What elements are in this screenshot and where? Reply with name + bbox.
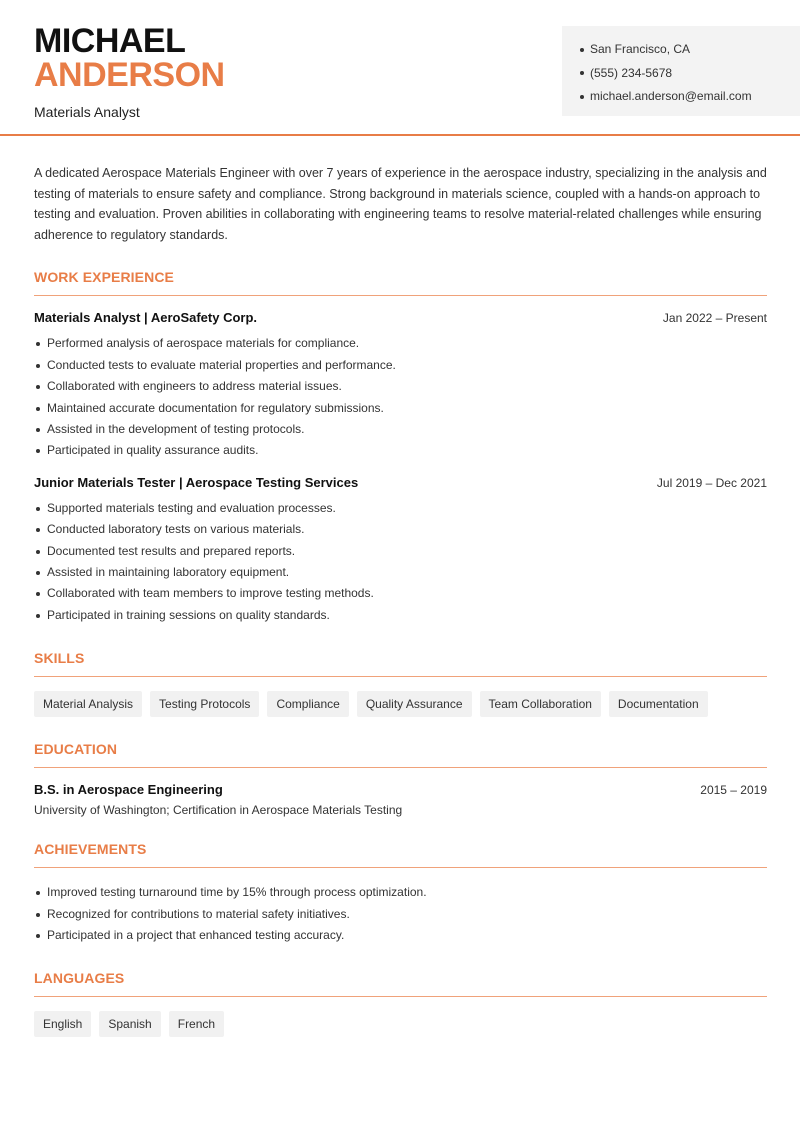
job-heading: Junior Materials Tester | Aerospace Testing Services <box>34 474 359 490</box>
list-item: Assisted in the development of testing protocols. <box>34 419 767 440</box>
list-item: Participated in quality assurance audits. <box>34 440 767 461</box>
job-heading: Materials Analyst | AeroSafety Corp. <box>34 310 258 326</box>
list-item: Participated in training sessions on quality standards. <box>34 605 767 626</box>
resume-header <box>0 0 800 136</box>
achievements-section <box>34 841 767 946</box>
education-section <box>34 741 767 817</box>
last-name: ANDERSON <box>34 56 225 94</box>
contact-phone <box>580 62 800 86</box>
bullet-icon <box>580 71 584 75</box>
education-years: 2015 – 2019 <box>700 783 767 798</box>
contact-location <box>580 38 800 62</box>
education-degree: B.S. in Aerospace Engineering <box>34 782 223 798</box>
language-chip: French <box>169 1011 224 1037</box>
list-item: Conducted laboratory tests on various materials. <box>34 519 767 540</box>
section-title-education: EDUCATION <box>34 741 767 768</box>
job-header <box>34 475 767 490</box>
section-title-languages: LANGUAGES <box>34 970 767 997</box>
bullet-icon <box>580 95 584 99</box>
list-item: Performed analysis of aerospace materials for compliance. <box>34 333 767 354</box>
name-block <box>34 24 225 120</box>
list-item: Improved testing turnaround time by 15% through process optimization. <box>34 882 767 903</box>
resume-content <box>34 163 767 1037</box>
list-item: Supported materials testing and evaluation processes. <box>34 498 767 519</box>
contact-location-text: San Francisco, CA <box>590 42 691 56</box>
language-chip: English <box>34 1011 91 1037</box>
education-details: University of Washington; Certification in Aerospace Materials Testing <box>34 803 403 818</box>
contact-email-text[interactable]: michael.anderson@email.com <box>590 89 752 103</box>
bullet-icon <box>580 48 584 52</box>
education-header <box>34 782 767 797</box>
section-title-work: WORK EXPERIENCE <box>34 269 767 296</box>
contact-phone-text: (555) 234-5678 <box>590 65 673 80</box>
summary: A dedicated Aerospace Materials Engineer with over 7 years of experience in the aerospace industry, specializing in the analysis and testing of materials to ensure safety and compliance. Strong background in materials science, coupled with a hands-on approach to testing and evaluation. Proven abilities in collaborating with engineering teams to resolve material-related challenges while ensuring adherence to regulatory standards. <box>34 166 767 242</box>
skill-chip: Compliance <box>267 691 348 717</box>
job-bullets <box>34 498 767 626</box>
job-bullets <box>34 333 767 461</box>
list-item: Maintained accurate documentation for regulatory submissions. <box>34 398 767 419</box>
achievements-list <box>34 882 767 946</box>
job-date: Jan 2022 – Present <box>662 311 767 326</box>
list-item: Participated in a project that enhanced testing accuracy. <box>34 925 767 946</box>
job-header <box>34 310 767 325</box>
skill-chip: Team Collaboration <box>480 691 601 717</box>
contact-email <box>580 85 800 109</box>
section-title-skills: SKILLS <box>34 650 767 677</box>
languages-chips <box>34 1011 767 1037</box>
first-name: MICHAEL <box>34 22 186 60</box>
list-item: Recognized for contributions to material safety initiatives. <box>34 904 767 925</box>
language-chip: Spanish <box>99 1011 160 1037</box>
skill-chip: Documentation <box>609 691 708 717</box>
skill-chip: Testing Protocols <box>150 691 259 717</box>
skills-chips <box>34 691 767 717</box>
list-item: Conducted tests to evaluate material properties and performance. <box>34 355 767 376</box>
contact-box <box>562 26 800 116</box>
job-title: Materials Analyst <box>34 104 140 120</box>
work-experience-section <box>34 269 767 626</box>
job-date: Jul 2019 – Dec 2021 <box>656 475 767 490</box>
list-item: Documented test results and prepared reports. <box>34 541 767 562</box>
skill-chip: Material Analysis <box>34 691 142 717</box>
section-title-achievements: ACHIEVEMENTS <box>34 841 767 868</box>
list-item: Assisted in maintaining laboratory equipment. <box>34 562 767 583</box>
skill-chip: Quality Assurance <box>357 691 472 717</box>
list-item: Collaborated with team members to improve testing methods. <box>34 583 767 604</box>
job-entry <box>34 310 767 461</box>
list-item: Collaborated with engineers to address material issues. <box>34 376 767 397</box>
languages-section <box>34 970 767 1037</box>
skills-section <box>34 650 767 717</box>
job-entry <box>34 475 767 626</box>
